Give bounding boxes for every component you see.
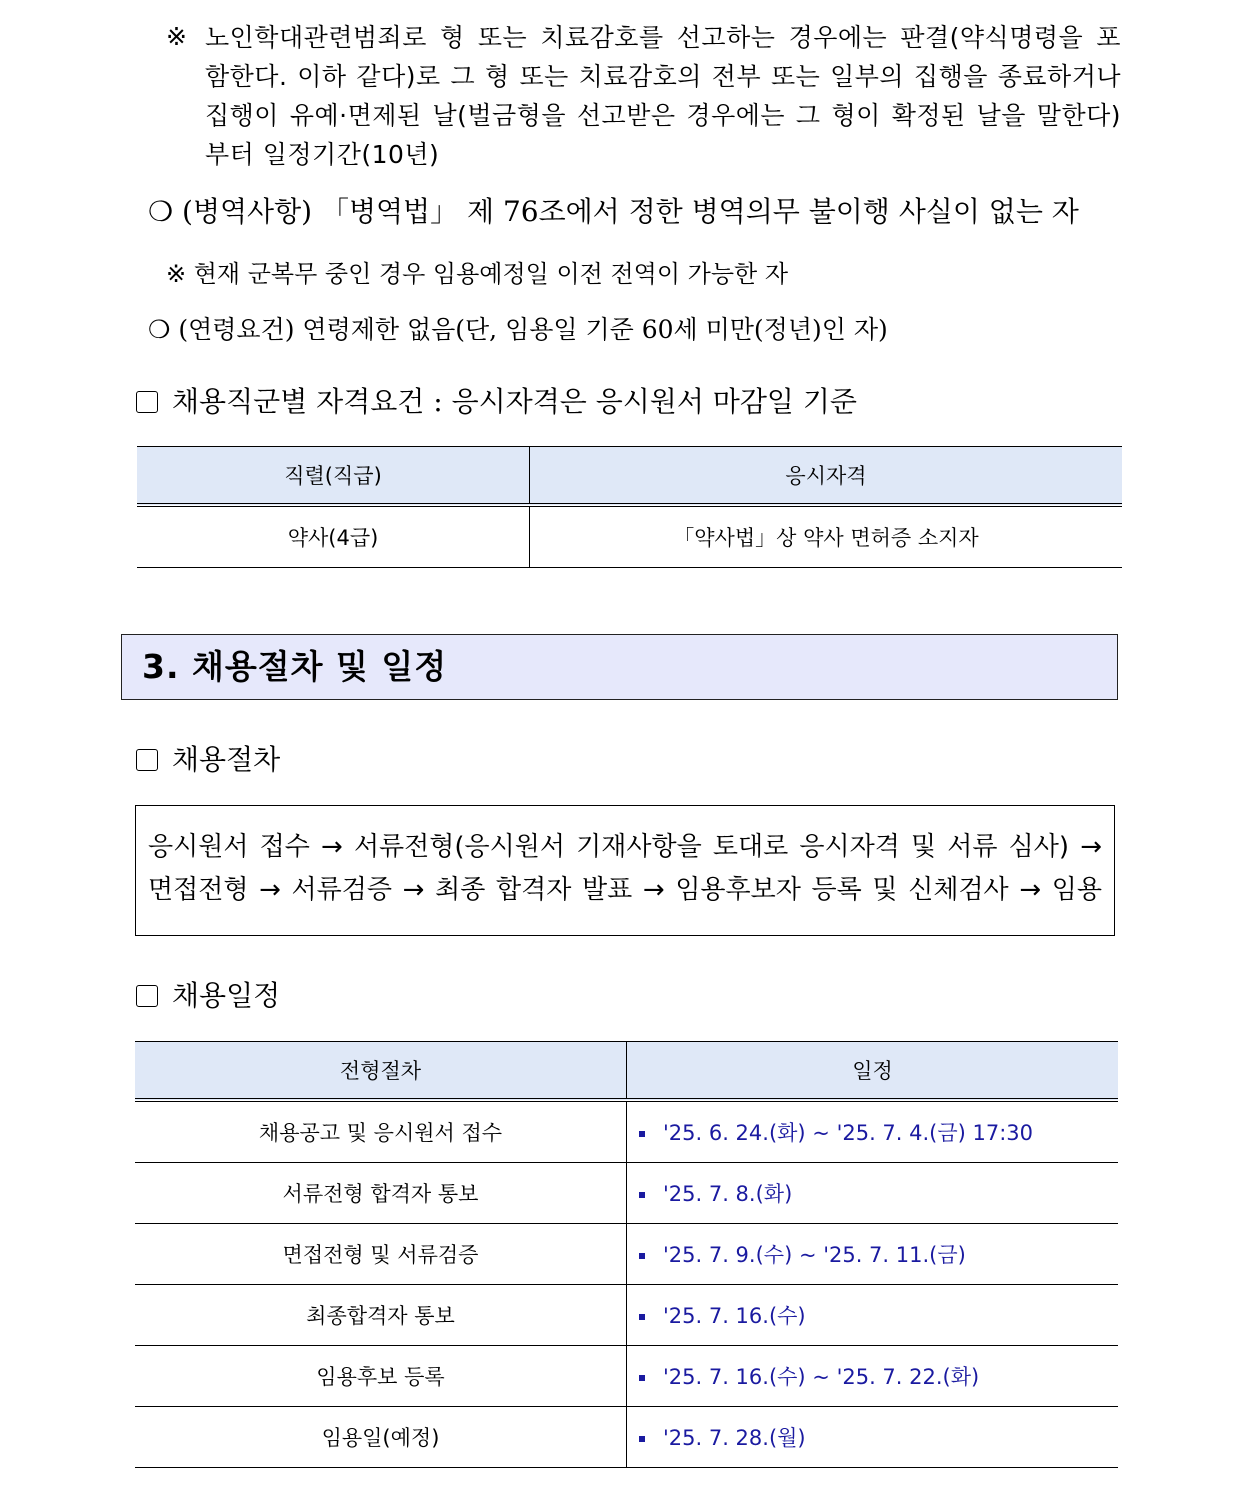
age-text: (연령요건) 연령제한 없음(단, 임용일 기준 60세 미만(정년)인 자) — [178, 315, 888, 344]
table-header-row — [135, 1042, 1118, 1101]
square-bullet-icon — [639, 1314, 645, 1320]
military-text: (병역사항) 「병역법」 제 76조에서 정한 병역의무 불이행 사실이 없는 자 — [182, 195, 1079, 228]
date-text: '25. 6. 24.(화) ~ '25. 7. 4.(금) 17:30 — [663, 1121, 1034, 1145]
column-header: 직렬(직급) — [137, 447, 530, 506]
date-cell — [627, 1346, 1119, 1407]
procedure-heading-text: 채용절차 — [172, 743, 281, 776]
note-paragraph — [205, 18, 1121, 174]
schedule-heading — [136, 974, 280, 1014]
schedule-table — [135, 1041, 1118, 1468]
qualification-table — [137, 446, 1122, 568]
circle-bullet-icon: ❍ — [148, 315, 171, 344]
note-line-4: 부터 일정기간(10년) — [205, 140, 440, 169]
table-row — [135, 1224, 1118, 1285]
table-row — [135, 1100, 1118, 1163]
date-text: '25. 7. 16.(수) — [663, 1304, 806, 1328]
step-cell: 면접전형 및 서류검증 — [135, 1224, 627, 1285]
note-line-1: 노인학대관련범죄로 형 또는 치료감호를 선고하는 경우에는 판결(약식명령을 포 — [205, 23, 1121, 52]
square-bullet-icon — [639, 1253, 645, 1259]
schedule-heading-text: 채용일정 — [172, 979, 281, 1012]
step-cell: 임용일(예정) — [135, 1407, 627, 1468]
column-header: 전형절차 — [135, 1042, 627, 1101]
note-line-2: 함한다. 이하 같다)로 그 형 또는 치료감호의 전부 또는 일부의 집행을 종료하거나 — [205, 62, 1121, 91]
procedure-line-2: 면접전형 → 서류검증 → 최종 합격자 발표 → 임용후보자 등록 및 신체검사 → 임용 — [148, 875, 1102, 905]
date-cell — [627, 1285, 1119, 1346]
column-header: 일정 — [627, 1042, 1119, 1101]
step-cell: 최종합격자 통보 — [135, 1285, 627, 1346]
age-requirement — [148, 310, 888, 346]
date-text: '25. 7. 8.(화) — [663, 1182, 793, 1206]
reference-mark: ※ — [166, 22, 187, 51]
square-bullet-icon — [639, 1436, 645, 1442]
table-row — [135, 1407, 1118, 1468]
qualification-heading-text: 채용직군별 자격요건 : 응시자격은 응시원서 마감일 기준 — [172, 385, 857, 418]
checkbox-square-icon — [136, 391, 158, 413]
procedure-heading — [136, 738, 280, 778]
procedure-line-1: 응시원서 접수 → 서류전형(응시원서 기재사항을 토대로 응시자격 및 서류 심사) → — [148, 832, 1102, 862]
date-cell — [627, 1100, 1119, 1163]
section-title: 3. 채용절차 및 일정 — [121, 634, 1118, 700]
requirement-cell: 「약사법」상 약사 면허증 소지자 — [530, 505, 1123, 568]
step-cell: 임용후보 등록 — [135, 1346, 627, 1407]
military-requirement — [148, 190, 1079, 230]
date-text: '25. 7. 28.(월) — [663, 1426, 806, 1450]
table-row — [135, 1285, 1118, 1346]
square-bullet-icon — [639, 1192, 645, 1198]
date-text: '25. 7. 16.(수) ~ '25. 7. 22.(화) — [663, 1365, 980, 1389]
date-cell — [627, 1163, 1119, 1224]
qualification-heading — [136, 380, 857, 420]
column-header: 응시자격 — [530, 447, 1123, 506]
checkbox-square-icon — [136, 985, 158, 1007]
circle-bullet-icon: ❍ — [148, 195, 174, 228]
checkbox-square-icon — [136, 749, 158, 771]
date-cell — [627, 1407, 1119, 1468]
table-row — [137, 505, 1122, 568]
square-bullet-icon — [639, 1375, 645, 1381]
step-cell: 서류전형 합격자 통보 — [135, 1163, 627, 1224]
step-cell: 채용공고 및 응시원서 접수 — [135, 1100, 627, 1163]
date-cell — [627, 1224, 1119, 1285]
square-bullet-icon — [639, 1131, 645, 1137]
date-text: '25. 7. 9.(수) ~ '25. 7. 11.(금) — [663, 1243, 966, 1267]
table-header-row — [137, 447, 1122, 506]
procedure-box — [135, 805, 1115, 936]
military-note: ※ 현재 군복무 중인 경우 임용예정일 이전 전역이 가능한 자 — [166, 260, 788, 288]
note-line-3: 집행이 유예·면제된 날(벌금형을 선고받은 경우에는 그 형이 확정된 날을 말한다) — [205, 101, 1121, 130]
table-row — [135, 1346, 1118, 1407]
position-cell: 약사(4급) — [137, 505, 530, 568]
table-row — [135, 1163, 1118, 1224]
